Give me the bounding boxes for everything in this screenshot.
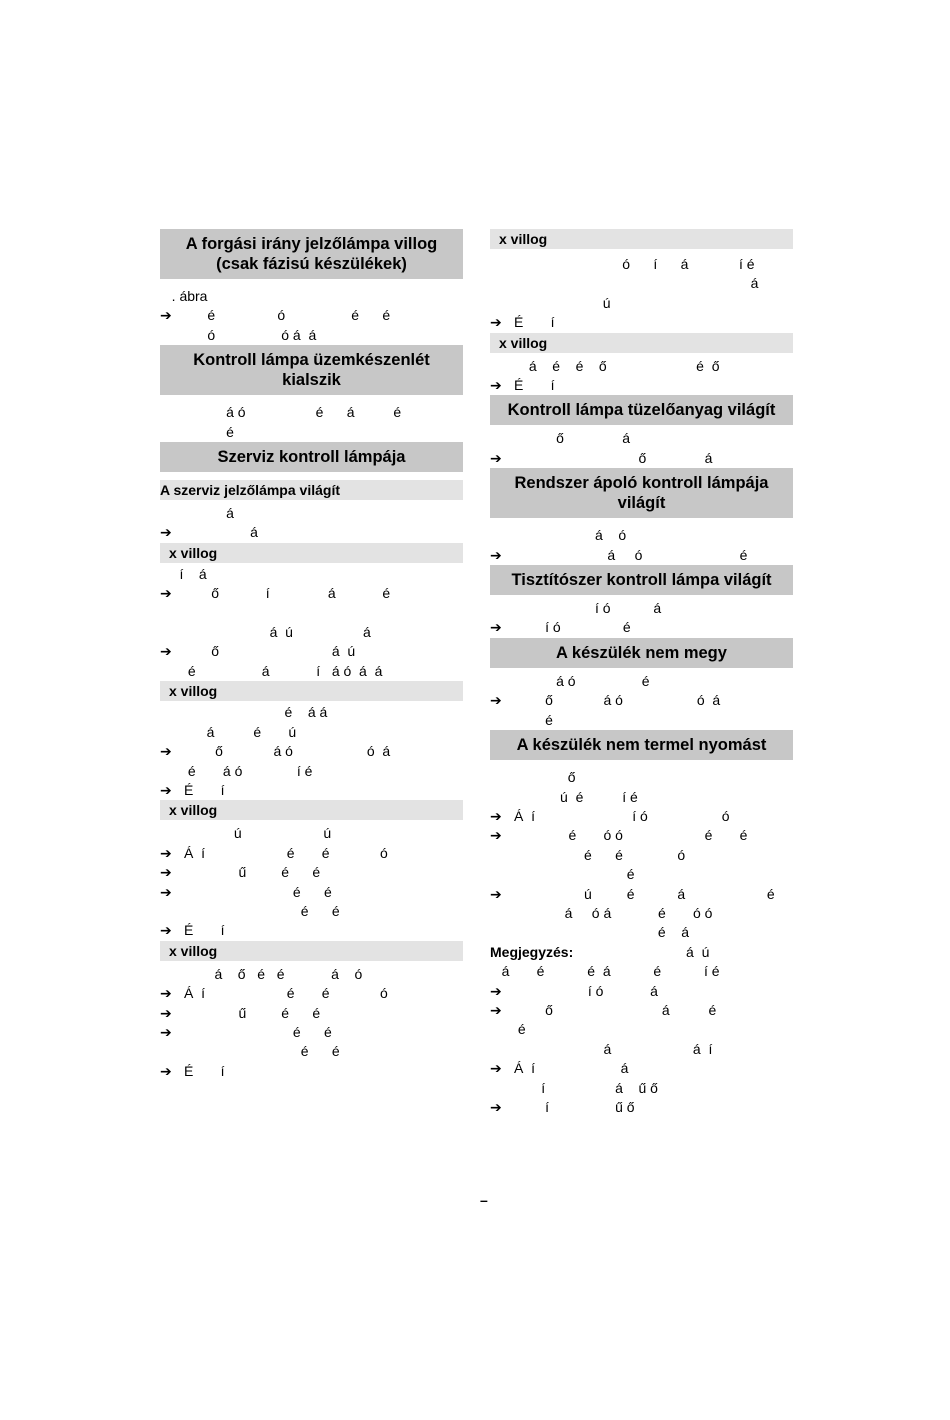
action-item-text: ő á é é á á í	[517, 1001, 717, 1057]
arrow-right-icon: ➔	[160, 844, 172, 861]
note-label: Megjegyzés:	[490, 943, 574, 960]
arrow-right-icon: ➔	[160, 307, 172, 324]
action-item-text: ő á ú é á í á ó á á	[187, 643, 383, 679]
action-item-text: Á í é é ó	[184, 985, 388, 1002]
arrow-right-icon: ➔	[160, 743, 172, 760]
subsection-heading: A szerviz jelzőlámpa világít	[160, 480, 463, 500]
action-item	[160, 523, 463, 542]
action-item-text: É í	[184, 922, 225, 939]
arrow-right-icon: ➔	[490, 449, 502, 466]
action-item-text: ú é á é á ó á é ó ó é á	[564, 885, 775, 941]
action-item-text: É í	[184, 1062, 225, 1079]
action-item-text: ő á ó ó á é á ó í é	[187, 743, 391, 779]
action-item	[490, 313, 793, 332]
action-item	[490, 1001, 793, 1059]
body-text: á ó é	[490, 672, 650, 689]
body-text: í á	[160, 565, 207, 582]
action-item	[160, 863, 463, 882]
subsection-heading: x villog	[160, 800, 463, 820]
arrow-right-icon: ➔	[490, 619, 502, 636]
note-text: á ú á é é á é í é	[501, 943, 720, 980]
section-heading	[160, 345, 463, 395]
action-item	[490, 376, 793, 395]
subsection-heading: x villog	[160, 543, 463, 563]
section-heading	[490, 565, 793, 595]
action-item	[160, 781, 463, 800]
action-item-text: Á í á í á ű ő	[514, 1060, 658, 1096]
arrow-right-icon: ➔	[160, 585, 172, 602]
action-item-text: í ó é	[514, 619, 631, 636]
arrow-right-icon: ➔	[160, 883, 172, 900]
arrow-right-icon: ➔	[160, 1062, 172, 1079]
body-text: í ó á	[490, 600, 662, 617]
action-item	[490, 1059, 793, 1098]
subsection-heading: x villog	[160, 681, 463, 701]
action-item	[160, 306, 463, 345]
body-text: ő ú é í é	[560, 769, 638, 805]
action-item	[490, 546, 793, 565]
action-item	[490, 618, 793, 637]
action-item	[160, 984, 463, 1003]
action-item-text: é é é é	[292, 883, 340, 919]
body-text: á é é ő é ő	[490, 357, 720, 374]
section-heading	[490, 395, 793, 425]
action-item-text: ű é é	[184, 864, 321, 881]
action-item	[490, 982, 793, 1001]
arrow-right-icon: ➔	[490, 885, 502, 902]
arrow-right-icon: ➔	[160, 1023, 172, 1040]
arrow-right-icon: ➔	[160, 922, 172, 939]
left-column	[160, 229, 463, 1081]
action-item-text: É í	[184, 781, 225, 798]
section-heading	[490, 730, 793, 760]
action-item-text: É í	[514, 377, 555, 394]
page-number: –	[480, 1192, 488, 1208]
action-item	[160, 642, 463, 681]
action-item	[160, 742, 463, 781]
arrow-right-icon: ➔	[160, 864, 172, 881]
arrow-right-icon: ➔	[160, 643, 172, 660]
arrow-right-icon: ➔	[490, 692, 502, 709]
action-item-text: á	[184, 524, 258, 541]
arrow-right-icon: ➔	[490, 1001, 502, 1018]
action-item	[490, 449, 793, 468]
action-item	[160, 921, 463, 940]
action-item-text: Á í í ó ó	[514, 807, 730, 824]
body-text: á ő é é á ó	[160, 965, 363, 982]
body-text: á ó é á é é	[226, 404, 402, 440]
action-item-text: ő í á é á ú á	[211, 585, 391, 641]
action-item	[160, 844, 463, 863]
section-heading-text: Szerviz kontroll lámpája	[217, 448, 406, 467]
section-heading-text: Rendszer ápoló kontroll lámpája világít	[514, 474, 769, 513]
action-item-text: É í	[514, 314, 555, 331]
subsection-heading: x villog	[160, 941, 463, 961]
action-item	[490, 691, 793, 730]
arrow-right-icon: ➔	[490, 1060, 502, 1077]
section-heading	[160, 229, 463, 279]
action-item	[490, 807, 793, 826]
body-text: é á á á é ú	[206, 704, 328, 740]
action-item-text: é é é é	[292, 1023, 340, 1060]
action-item-text: Á í é é ó	[184, 844, 388, 861]
action-item-text: í ű ő	[514, 1099, 635, 1115]
arrow-right-icon: ➔	[490, 314, 502, 331]
subsection-heading: x villog	[490, 229, 793, 249]
body-text: ő á	[490, 430, 631, 447]
arrow-right-icon: ➔	[490, 827, 502, 844]
right-column	[490, 229, 793, 1117]
action-item	[160, 1023, 463, 1062]
body-text: á ó	[490, 527, 627, 544]
action-item	[490, 1098, 793, 1117]
action-item	[160, 1004, 463, 1023]
action-item-text: ő á	[514, 449, 713, 466]
action-item-text: é ó é é ó ó á á	[207, 307, 391, 343]
arrow-right-icon: ➔	[160, 1004, 172, 1021]
action-item	[160, 584, 463, 642]
body-text: . ábra	[160, 288, 208, 304]
action-item	[490, 826, 793, 884]
section-heading-text: Kontroll lámpa tüzelőanyag világít	[507, 401, 776, 420]
section-heading-text: Kontroll lámpa üzemkészenlét kialszik	[193, 351, 430, 390]
action-item	[160, 1062, 463, 1081]
arrow-right-icon: ➔	[160, 524, 172, 541]
action-item	[160, 883, 463, 922]
body-text: ó í á í é á ú	[602, 256, 759, 311]
action-item-text: ő á ó ó á é	[545, 692, 721, 728]
note	[490, 943, 793, 982]
arrow-right-icon: ➔	[160, 781, 172, 798]
section-heading-text: Tisztítószer kontroll lámpa világít	[511, 571, 772, 590]
section-heading-text: A forgási irány jelzőlámpa villog (csak fázisú készülékek)	[185, 235, 438, 273]
action-item-text: é ó ó é é é é ó é	[568, 827, 748, 883]
arrow-right-icon: ➔	[490, 546, 502, 563]
subsection-heading: x villog	[490, 333, 793, 353]
arrow-right-icon: ➔	[160, 985, 172, 1002]
section-heading	[490, 468, 793, 518]
arrow-right-icon: ➔	[490, 1099, 502, 1115]
section-heading	[490, 638, 793, 668]
body-text: á	[160, 505, 234, 522]
section-heading-text: A készülék nem megy	[556, 643, 727, 662]
action-item-text: ű é é	[184, 1004, 321, 1021]
arrow-right-icon: ➔	[490, 377, 502, 394]
action-item	[490, 885, 793, 943]
arrow-right-icon: ➔	[490, 807, 502, 824]
body-text: ú ú	[160, 825, 332, 842]
action-item-text: á ó é	[514, 546, 748, 563]
section-heading-text: A készülék nem termel nyomást	[516, 736, 767, 755]
section-heading	[160, 442, 463, 472]
action-item-text: í ó á	[514, 982, 658, 999]
arrow-right-icon: ➔	[490, 982, 502, 999]
